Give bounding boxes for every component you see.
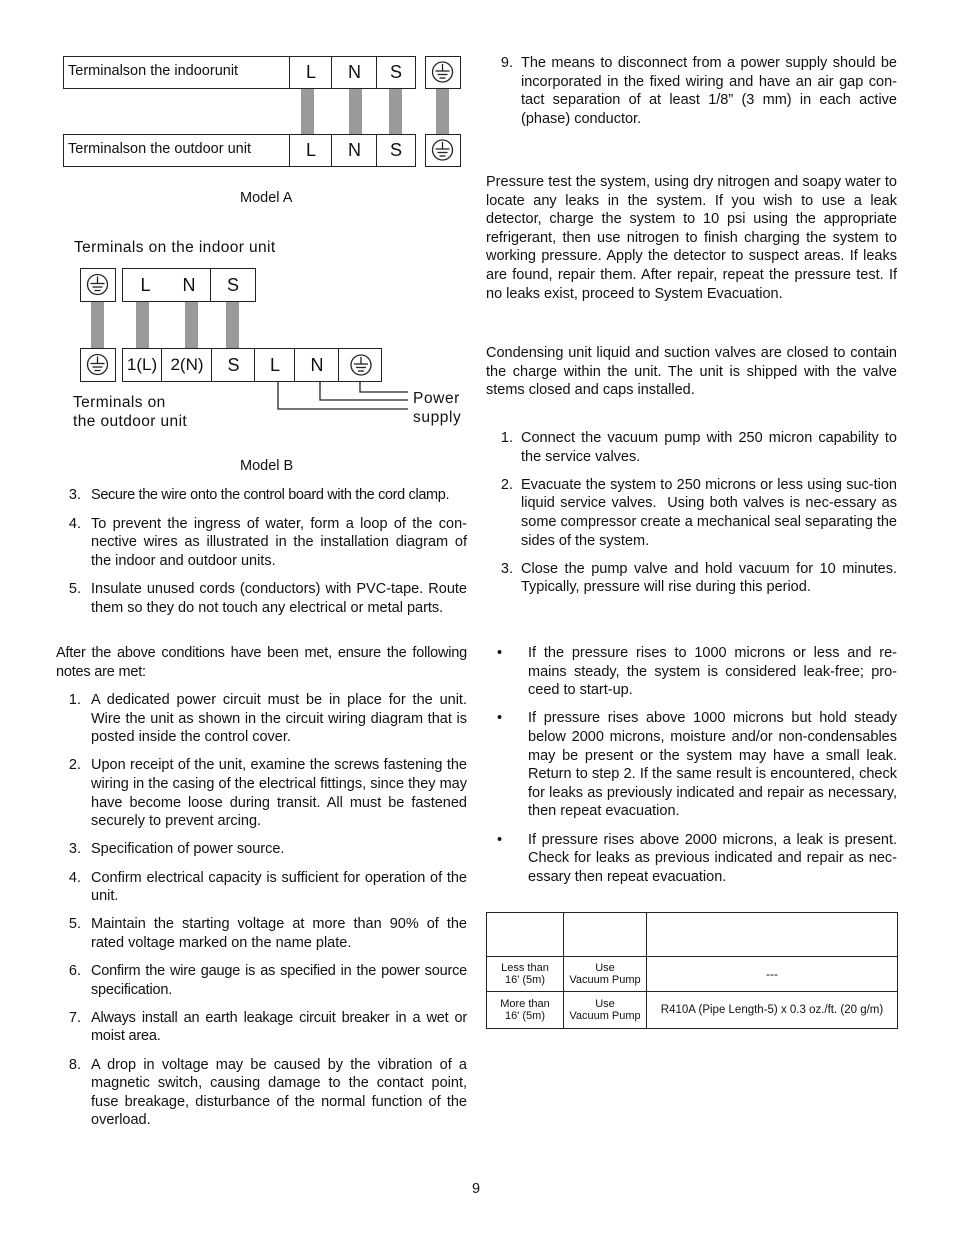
terminal-n: N xyxy=(331,135,377,166)
wire-n xyxy=(185,302,198,348)
terminal-l: L xyxy=(289,135,332,166)
terminal-n: N xyxy=(294,349,339,381)
terminal-l: L xyxy=(289,57,332,88)
wire-ground xyxy=(436,89,449,134)
terminal-s: S xyxy=(210,269,255,301)
list-item: 3. Close the pump valve and hold vacuum for 10 minutes. Typically, pressure will rise during this period. xyxy=(500,560,897,596)
terminal-s: S xyxy=(211,349,255,381)
terminal-s: S xyxy=(376,57,415,88)
wire-s xyxy=(389,89,402,134)
list-item: 2. Evacuate the system to 250 microns or less using suc-tion liquid service valves. Using both valves is nec-essary as some compressor create a mechanical seal separating the sides of the system. xyxy=(500,476,938,549)
terminal-n: N xyxy=(182,274,196,295)
model-a-outdoor-label: Terminalson the outdoor unit xyxy=(68,141,251,157)
list-item: • If the pressure rises to 1000 microns or less and re-mains steady, the system is considered leak-free; pro-ceed to start-up. xyxy=(497,645,897,699)
ground-icon xyxy=(346,350,376,380)
model-b-indoor-label: Terminals on the indoor unit xyxy=(74,239,276,256)
ground-icon xyxy=(426,135,459,165)
ground-icon xyxy=(81,349,114,380)
ground-icon xyxy=(426,57,459,87)
table-row: Less than 16' (5m) Use Vacuum Pump --- xyxy=(487,957,898,992)
list-item: 3. Specification of power source. xyxy=(68,841,285,858)
model-b-outdoor-ground xyxy=(80,348,116,382)
power-supply-wires xyxy=(270,380,410,412)
list-item: 8. A drop in voltage may be caused by the vibration of a magnetic switch, causing damage to the contact point, fuse breakage, disturbance of the normal function of the overload. xyxy=(68,1056,467,1129)
evacuation-steps-list xyxy=(486,429,938,597)
table-row: More than 16' (5m) Use Vacuum Pump R410A (Pipe Length-5) x 0.3 oz./ft. (20 g/m) xyxy=(487,992,898,1029)
model-b-outdoor-strip xyxy=(122,348,382,382)
ground-icon xyxy=(81,269,114,300)
list-item: 9. The means to disconnect from a power supply should be incorporated in the fixed wiring and have an air gap con-tact separation of at least 1/8” (3 mm) in each active (phase) conductor. xyxy=(500,55,897,127)
wire-l xyxy=(301,89,314,134)
wire-s xyxy=(226,302,239,348)
evacuation-table xyxy=(486,912,898,1029)
model-a-outdoor-strip xyxy=(63,134,416,167)
list-item: 7. Always install an earth leakage circuit breaker in a wet or moist area. xyxy=(68,1009,467,1045)
model-a-caption: Model A xyxy=(240,190,293,206)
terminal-s: S xyxy=(376,135,415,166)
disconnect-note xyxy=(486,54,897,128)
list-item: • If pressure rises above 1000 microns but hold steady below 2000 microns, moisture and/or non-condensables may be present or the system may have a small leak. Return to step 2. If the same result is encountered, check for leaks as previously indicated and repair as necessary, then repeat evacuation. xyxy=(497,710,897,820)
list-item: 1. Connect the vacuum pump with 250 micron capability to the service valves. xyxy=(500,430,897,465)
terminal-2n: 2(N) xyxy=(161,349,212,381)
table-header-row xyxy=(487,913,898,957)
wire-l xyxy=(136,302,149,348)
list-item: • If pressure rises above 2000 microns, a leak is present. Check for leaks as previous indicated and repair as nec-essary then repeat evacuation. xyxy=(497,831,897,885)
electrical-notes-list xyxy=(56,691,467,1130)
model-b-indoor-ground xyxy=(80,268,116,302)
list-item: 2. Upon receipt of the unit, examine the screws fastening the wiring in the casing of the electrical fittings, since they may have become loose during transit. All must be fastened securely to prevent arcing. xyxy=(68,757,467,830)
model-a-indoor-strip xyxy=(63,56,416,89)
page-number: 9 xyxy=(472,1181,481,1197)
list-item: 3. Secure the wire onto the control board with the cord clamp. xyxy=(68,487,450,503)
outdoor-ground-terminal xyxy=(338,349,382,381)
terminal-1l: 1(L) xyxy=(126,355,158,374)
wire-ground xyxy=(91,302,104,348)
list-item: 4. Confirm electrical capacity is sufficient for operation of the unit. xyxy=(68,869,467,905)
model-a-indoor-ground xyxy=(425,56,461,89)
list-item: 6. Confirm the wire gauge is as specified in the power source specification. xyxy=(68,963,467,998)
list-item: 5. Maintain the starting voltage at more than 90% of the rated voltage marked on the name plate. xyxy=(68,916,467,951)
wire-n xyxy=(349,89,362,134)
model-a-indoor-label: Terminalson the indoorunit xyxy=(68,63,239,79)
list-item: 4. To prevent the ingress of water, form a loop of the con-nective wires as illustrated in the installation diagram of the indoor and outdoor units. xyxy=(68,515,467,569)
pressure-test-text: Pressure test the system, using dry nitrogen and soapy water to locate any leaks in the system. If you wish to use a leak detector, charge the system to 10 psi using the appropriate refrigerant, then use nitrogen to finish charging the system to working pressure. Apply the detector to suspect areas. If leaks are found, repair them. After repair, repeat the pressure test. If no leaks exist, proceed to System Evacuation. xyxy=(486,174,897,302)
terminal-l: L xyxy=(254,349,295,381)
pressure-result-bullets xyxy=(486,644,897,886)
model-b-caption: Model B xyxy=(240,458,294,474)
list-item: 5. Insulate unused cords (conductors) with PVC-tape. Route them so they do not touch any electrical or metal parts. xyxy=(68,581,467,616)
terminal-l: L xyxy=(140,274,151,295)
model-a-outdoor-ground xyxy=(425,134,461,167)
power-supply-label: Power supply xyxy=(413,390,462,426)
model-b-indoor-strip xyxy=(122,268,256,302)
model-b-outdoor-label: Terminals on the outdoor unit xyxy=(73,394,188,430)
after-conditions-text: After the above conditions have been met, ensure the following notes are met: xyxy=(56,645,467,680)
condensing-unit-text: Condensing unit liquid and suction valves are closed to contain the charge within the unit. The unit is shipped with the valve stems closed and caps installed. xyxy=(486,345,897,399)
list-item: 1. A dedicated power circuit must be in place for the unit. Wire the unit as shown in the circuit wiring diagram that is posted inside the control cover. xyxy=(68,692,467,746)
terminal-n: N xyxy=(331,57,377,88)
wiring-steps-list xyxy=(56,486,467,618)
